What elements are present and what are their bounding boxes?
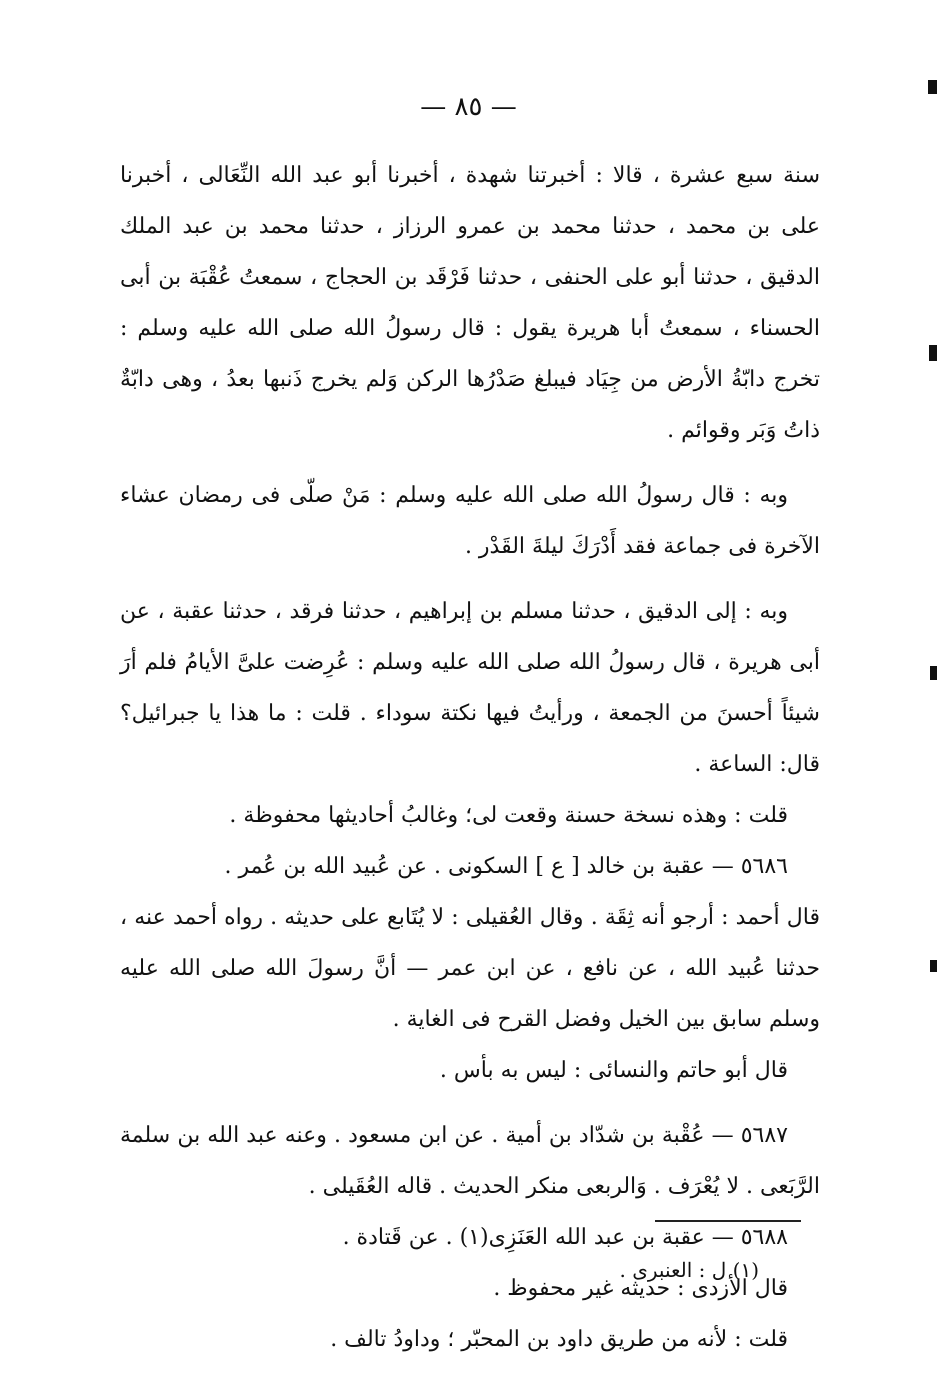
paragraph: قلت : لأنه من طريق داود بن المحبّر ؛ وداودُ تالف . [330, 1327, 788, 1352]
scan-mark [930, 666, 937, 680]
body-text [120, 150, 820, 1365]
paragraph: وبه : قال رسولُ الله صلى الله عليه وسلم : مَنْ صلّى فى رمضان عشاء الآخرة فى جماعة فقد أَدْرَكَ ليلةَ القَدْر . [120, 483, 820, 559]
page-number: — ٨٥ — [420, 92, 517, 122]
paragraph: قال أبو حاتم والنسائى : ليس به بأس . [439, 1058, 788, 1083]
footnote: (١) ل : العنبرى . [619, 1258, 759, 1282]
entry-heading: ٥٦٨٦ — عقبة بن خالد [ ع ] السكونى . عن عُبيد الله بن عُمر . [224, 854, 788, 879]
paragraph: قلت : وهذه نسخة حسنة وقعت لى؛ وغالبُ أحاديثها محفوظة . [229, 803, 788, 828]
scan-mark [929, 345, 937, 361]
paragraph: سنة سبع عشرة ، قالا : أخبرتنا شهدة ، أخبرنا أبو عبد الله النِّعَالى ، أخبرنا على بن محمد ، حدثنا محمد بن عمرو الرزاز ، حدثنا محمد بن عبد الملك الدقيق ، حدثنا أبو على الحنفى ، حدثنا فَرْقَد بن الحجاج ، سمعتُ عُقْبَة بن أبى الحسناء ، سمعتُ أبا هريرة يقول : قال رسولُ الله صلى الله عليه وسلم : تخرج دابّةُ الأرض من جِيَاد فيبلغ صَدْرُها الركن وَلم يخرج ذَنبها بعدُ ، وهى دابّةٌ ذاتُ وَبَر وقوائم . [120, 163, 820, 443]
paragraph: قال الأزدى : حديثه غير محفوظ . [493, 1276, 788, 1301]
entry-heading: ٥٦٨٨ — عقبة بن عبد الله العَنَزِى(١) . عن قَتادة . [342, 1225, 788, 1250]
paragraph: قال أحمد : أرجو أنه ثِقَة . وقال العُقيلى : لا يُتَابع على حديثه . رواه أحمد عنه ، حدثنا عُبيد الله ، عن نافع ، عن ابن عمر — أنَّ رسولَ الله صلى الله عليه وسلم سابق بين الخيل وفضل القرح فى الغاية . [120, 905, 820, 1032]
entry-heading: ٥٦٨٧ — عُقْبة بن شدّاد بن أمية . عن ابن مسعود . وعنه عبد الله بن سلمة الرَّبَعى . لا يُعْرَف . وَالربعى منكر الحديث . قاله العُقَيلى . [120, 1123, 820, 1199]
paragraph: وبه : إلى الدقيق ، حدثنا مسلم بن إبراهيم ، حدثنا فرقد ، حدثنا عقبة ، عن أبى هريرة ، قال رسولُ الله صلى الله عليه وسلم : عُرِضت علىَّ الأيامُ فلم أرَ شيئاً أحسنَ من الجمعة ، ورأيتُ فيها نكتة سوداء . قلت : ما هذا يا جبرائيل؟ قال: الساعة . [120, 599, 820, 777]
scan-mark [930, 960, 937, 972]
footnote-divider [655, 1220, 801, 1222]
